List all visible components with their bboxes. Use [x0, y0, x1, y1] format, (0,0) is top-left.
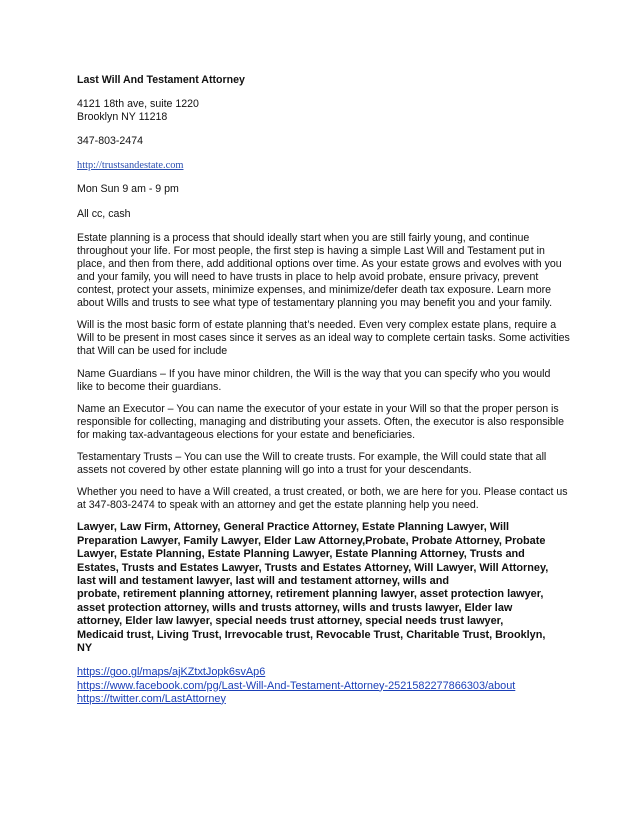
spacer: [77, 442, 563, 451]
document-page: [77, 74, 570, 706]
keywords-line: Medicaid trust, Living Trust, Irrevocable trust, Revocable Trust, Charitable Trust, Brooklyn,: [77, 628, 546, 641]
spacer: [77, 310, 563, 319]
address-line-1: 4121 18th ave, suite 1220: [77, 98, 199, 111]
spacer: [77, 221, 563, 232]
paragraph-contact-us: [77, 486, 568, 512]
paragraph-name-guardians: [77, 368, 563, 394]
keywords-line: asset protection attorney, wills and trusts attorney, wills and trusts lawyer, Elder law: [77, 601, 513, 614]
keywords-line: probate, retirement planning attorney, retirement planning lawyer, asset protection lawyer,: [77, 588, 544, 601]
paragraph-will-basics: [77, 319, 570, 358]
phone-number: 347-803-2474: [77, 135, 143, 148]
spacer: [77, 359, 563, 368]
paragraph-line: Name Guardians – If you have minor children, the Will is the way that you can specify who you would: [77, 367, 551, 380]
keywords-line: Preparation Lawyer, Family Lawyer, Elder Law Attorney,Probate, Probate Attorney, Probate: [77, 534, 546, 547]
keywords-line: Estates, Trusts and Estates Lawyer, Trusts and Estates Attorney, Will Lawyer, Will Attorney,: [77, 561, 549, 574]
paragraph-line: Will to be present in most cases since it serves as an ideal way to complete certain tasks. Some activities: [77, 332, 570, 345]
paragraph-line: for making tax-advantageous elections for your estate and beneficiaries.: [77, 428, 416, 441]
paragraph-line: throughout your life. For most people, the first step is having a simple Last Will and Testament put in: [77, 244, 545, 257]
paragraph-line: about Wills and trusts to see what type of testamentary planning you may benefit you and your family.: [77, 297, 553, 310]
paragraph-line: Testamentary Trusts – You can use the Will to create trusts. For example, the Will could state that all: [77, 450, 547, 463]
paragraph-estate-planning: [77, 232, 563, 311]
paragraph-line: responsible for collecting, managing and distributing your assets. Often, the executor is also responsible: [77, 415, 564, 428]
keywords-line: Lawyer, Law Firm, Attorney, General Practice Attorney, Estate Planning Lawyer, Will: [77, 521, 510, 534]
keywords-line: Lawyer, Estate Planning, Estate Planning Lawyer, Estate Planning Attorney, Trusts and: [77, 548, 525, 561]
business-hours: Mon Sun 9 am - 9 pm: [77, 183, 179, 196]
spacer: [77, 148, 563, 159]
keywords-line: NY: [77, 642, 93, 654]
payment-methods: All cc, cash: [77, 207, 131, 220]
address-line-2: Brooklyn NY 11218: [77, 111, 168, 124]
paragraph-line: like to become their guardians.: [77, 380, 222, 393]
spacer: [77, 124, 563, 135]
spacer: [77, 394, 563, 403]
page-title: Last Will And Testament Attorney: [77, 74, 245, 86]
paragraph-line: Whether you need to have a Will created, a trust created, or both, we are here for you. Please contact us: [77, 486, 568, 499]
paragraph-line: that Will can be used for include: [77, 345, 228, 358]
spacer: [77, 512, 563, 521]
paragraph-line: at 347-803-2474 to speak with an attorney and get the estate planning help you need.: [77, 499, 479, 512]
twitter-link[interactable]: https://twitter.com/LastAttorney: [77, 692, 226, 705]
paragraph-testamentary-trusts: [77, 451, 563, 477]
paragraph-line: assets not covered by other estate planning will go into a trust for your descendants.: [77, 464, 472, 477]
facebook-link[interactable]: https://www.facebook.com/pg/Last-Will-And-Testament-Attorney-2521582277866303/about: [77, 679, 516, 692]
paragraph-line: and your family, you will need to have trusts in place to help avoid probate, ensure privacy, prevent: [77, 270, 539, 283]
keywords-line: last will and testament lawyer, last will and testament attorney, wills and: [77, 574, 450, 587]
paragraph-name-executor: [77, 403, 563, 442]
paragraph-line: contest, protect your assets, minimize expenses, and minimize/defer death tax exposure. Learn more: [77, 284, 552, 297]
links-block: [77, 666, 563, 705]
google-maps-link[interactable]: https://goo.gl/maps/ajKZtxtJopk6svAp6: [77, 666, 266, 679]
spacer: [77, 655, 563, 666]
keywords-block: [77, 521, 563, 655]
spacer: [77, 87, 563, 98]
spacer: [77, 477, 563, 486]
keywords-line: attorney, Elder law lawyer, special needs trust attorney, special needs trust lawyer,: [77, 615, 504, 628]
website-link[interactable]: http://trustsandestate.com: [77, 160, 184, 172]
paragraph-line: Estate planning is a process that should ideally start when you are still fairly young, and continue: [77, 231, 530, 244]
paragraph-line: Will is the most basic form of estate planning that’s needed. Even very complex estate plans, require a: [77, 319, 557, 332]
spacer: [77, 172, 563, 183]
paragraph-line: Name an Executor – You can name the executor of your estate in your Will so that the proper person is: [77, 402, 559, 415]
paragraph-line: place, and then from there, add additional options over time. As your estate grows and evolves with you: [77, 257, 562, 270]
spacer: [77, 197, 563, 208]
